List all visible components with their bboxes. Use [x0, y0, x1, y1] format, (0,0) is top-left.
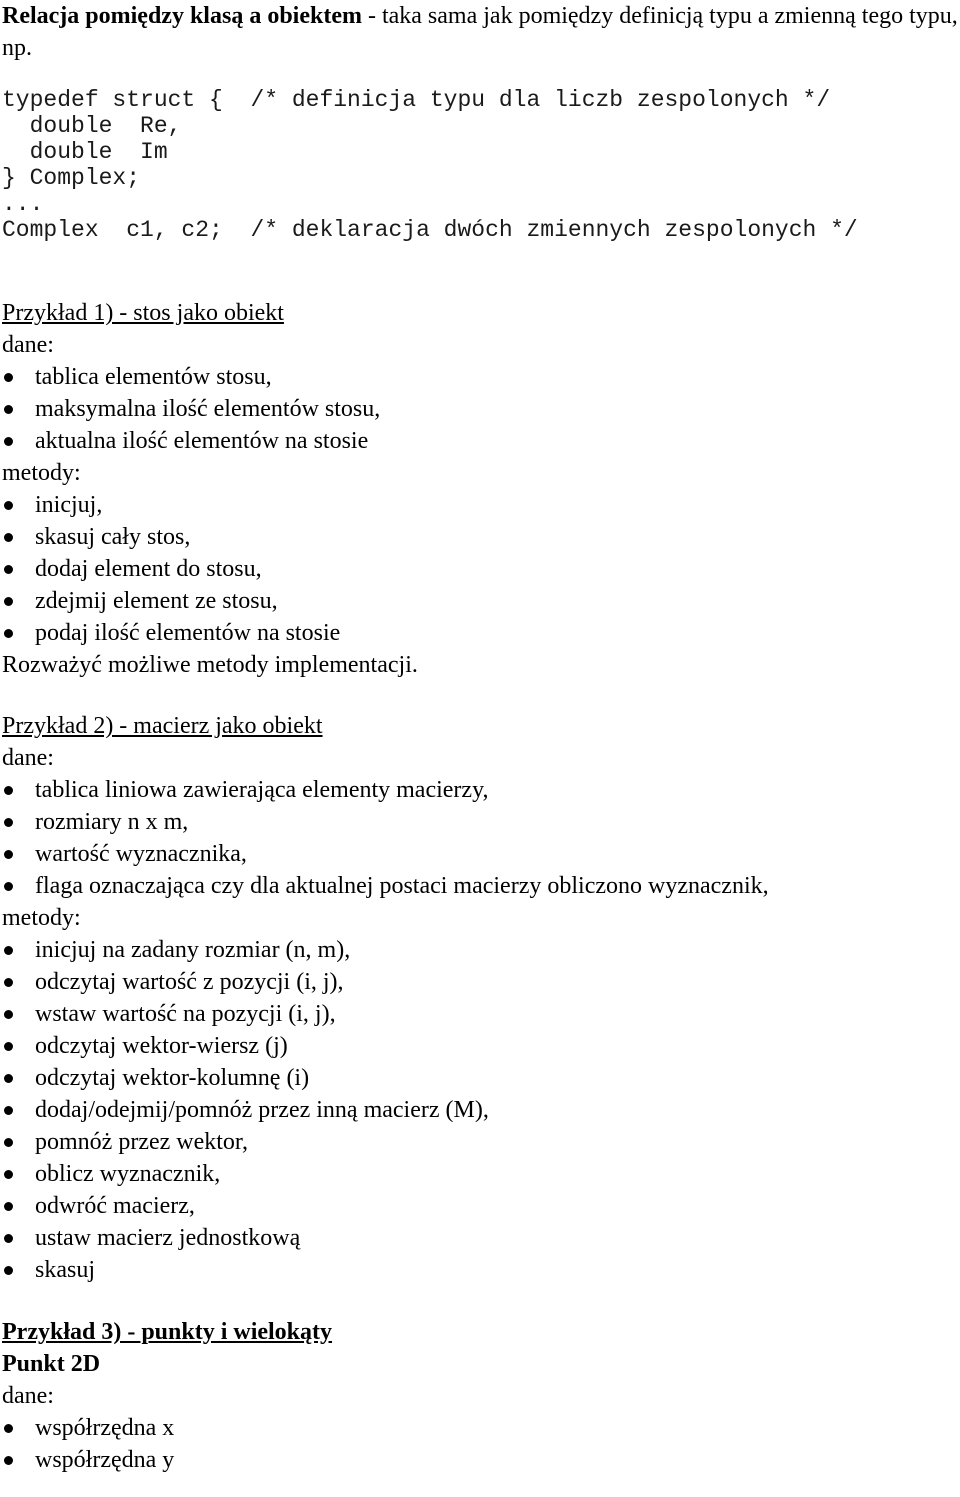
bullet-icon: [4, 1234, 13, 1243]
example-3-subtitle: Punkt 2D: [2, 1351, 101, 1377]
list-item-text: oblicz wyznacznik,: [35, 1161, 221, 1187]
bullet-icon: [4, 1106, 13, 1115]
example-3-title: Przykład 3) - punkty i wielokąty: [2, 1319, 333, 1345]
bullet-icon: [4, 946, 13, 955]
list-item-text: skasuj: [35, 1257, 95, 1283]
bullet-icon: [4, 597, 13, 606]
list-item-text: tablica elementów stosu,: [35, 364, 272, 390]
bullet-icon: [4, 978, 13, 987]
list-item: [2, 1190, 958, 1222]
bullet-icon: [4, 850, 13, 859]
list-item: [2, 521, 958, 553]
list-item: [2, 806, 958, 838]
list-item: [2, 870, 958, 902]
intro-text: - taka sama jak pomiędzy definicją typu a zmienną tego typu, np.: [2, 3, 958, 61]
list-item-text: inicjuj na zadany rozmiar (n, m),: [35, 937, 351, 963]
bullet-icon: [4, 437, 13, 446]
list-item-text: współrzędna x: [35, 1415, 175, 1441]
list-item: [2, 998, 958, 1030]
list-item-text: inicjuj,: [35, 492, 103, 518]
list-item: [2, 1158, 958, 1190]
list-item-text: odczytaj wartość z pozycji (i, j),: [35, 969, 344, 995]
bullet-icon: [4, 533, 13, 542]
example-1-data-label: dane:: [2, 332, 54, 358]
example-3-data-label: dane:: [2, 1383, 54, 1409]
code-line: double Re,: [2, 113, 182, 139]
list-item: [2, 774, 958, 806]
example-2-data-label: dane:: [2, 745, 54, 771]
example-1-title: Przykład 1) - stos jako obiekt: [2, 300, 284, 326]
list-item: [2, 585, 958, 617]
bullet-icon: [4, 1266, 13, 1275]
list-item-text: podaj ilość elementów na stosie: [35, 620, 341, 646]
bullet-icon: [4, 629, 13, 638]
code-line: typedef struct { /* definicja typu dla liczb zespolonych */: [2, 87, 831, 113]
list-item: [2, 1444, 958, 1476]
bullet-icon: [4, 565, 13, 574]
example-2-methods-label: metody:: [2, 905, 81, 931]
list-item: [2, 1062, 958, 1094]
list-item-text: pomnóż przez wektor,: [35, 1129, 248, 1155]
list-item: [2, 553, 958, 585]
list-item-text: wartość wyznacznika,: [35, 841, 247, 867]
bullet-icon: [4, 882, 13, 891]
list-item: [2, 1412, 958, 1444]
code-line: ...: [2, 191, 44, 217]
list-item: [2, 838, 958, 870]
example-1-data-list: [2, 361, 958, 457]
example-3-data-list: [2, 1412, 958, 1476]
example-1-section: [2, 297, 958, 681]
list-item-text: tablica liniowa zawierająca elementy macierzy,: [35, 777, 489, 803]
intro-paragraph: [2, 0, 958, 64]
list-item: [2, 393, 958, 425]
list-item-text: ustaw macierz jednostkową: [35, 1225, 301, 1251]
bullet-icon: [4, 1138, 13, 1147]
example-1-note: Rozważyć możliwe metody implementacji.: [2, 652, 418, 678]
document: [2, 0, 958, 1476]
list-item: [2, 966, 958, 998]
bullet-icon: [4, 818, 13, 827]
list-item: [2, 1094, 958, 1126]
list-item-text: rozmiary n x m,: [35, 809, 189, 835]
list-item: [2, 1222, 958, 1254]
list-item: [2, 1254, 958, 1286]
example-2-methods-list: [2, 934, 958, 1286]
bullet-icon: [4, 501, 13, 510]
bullet-icon: [4, 1424, 13, 1433]
list-item: [2, 934, 958, 966]
bullet-icon: [4, 1456, 13, 1465]
bullet-icon: [4, 1042, 13, 1051]
bullet-icon: [4, 373, 13, 382]
list-item: [2, 1126, 958, 1158]
example-1-methods-list: [2, 489, 958, 649]
list-item-text: maksymalna ilość elementów stosu,: [35, 396, 381, 422]
list-item-text: skasuj cały stos,: [35, 524, 191, 550]
example-2-title: Przykład 2) - macierz jako obiekt: [2, 713, 323, 739]
list-item-text: odczytaj wektor-kolumnę (i): [35, 1065, 310, 1091]
intro-bold-text: Relacja pomiędzy klasą a obiektem: [2, 3, 362, 29]
list-item-text: dodaj element do stosu,: [35, 556, 262, 582]
list-item-text: odczytaj wektor-wiersz (j): [35, 1033, 288, 1059]
example-1-methods-label: metody:: [2, 460, 81, 486]
list-item-text: flaga oznaczająca czy dla aktualnej postaci macierzy obliczono wyznacznik,: [35, 873, 769, 899]
bullet-icon: [4, 1170, 13, 1179]
code-block: [2, 87, 958, 243]
list-item-text: dodaj/odejmij/pomnóż przez inną macierz (M),: [35, 1097, 489, 1123]
bullet-icon: [4, 786, 13, 795]
bullet-icon: [4, 1202, 13, 1211]
list-item: [2, 489, 958, 521]
example-3-section: [2, 1316, 958, 1476]
code-line: double Im: [2, 139, 168, 165]
list-item-text: aktualna ilość elementów na stosie: [35, 428, 369, 454]
bullet-icon: [4, 405, 13, 414]
bullet-icon: [4, 1010, 13, 1019]
list-item: [2, 1030, 958, 1062]
list-item-text: odwróć macierz,: [35, 1193, 195, 1219]
list-item-text: wstaw wartość na pozycji (i, j),: [35, 1001, 336, 1027]
list-item: [2, 617, 958, 649]
list-item: [2, 361, 958, 393]
list-item-text: zdejmij element ze stosu,: [35, 588, 278, 614]
list-item-text: współrzędna y: [35, 1447, 175, 1473]
code-line: } Complex;: [2, 165, 141, 191]
example-2-section: [2, 710, 958, 1286]
example-2-data-list: [2, 774, 958, 902]
bullet-icon: [4, 1074, 13, 1083]
list-item: [2, 425, 958, 457]
code-line: Complex c1, c2; /* deklaracja dwóch zmiennych zespolonych */: [2, 217, 858, 243]
